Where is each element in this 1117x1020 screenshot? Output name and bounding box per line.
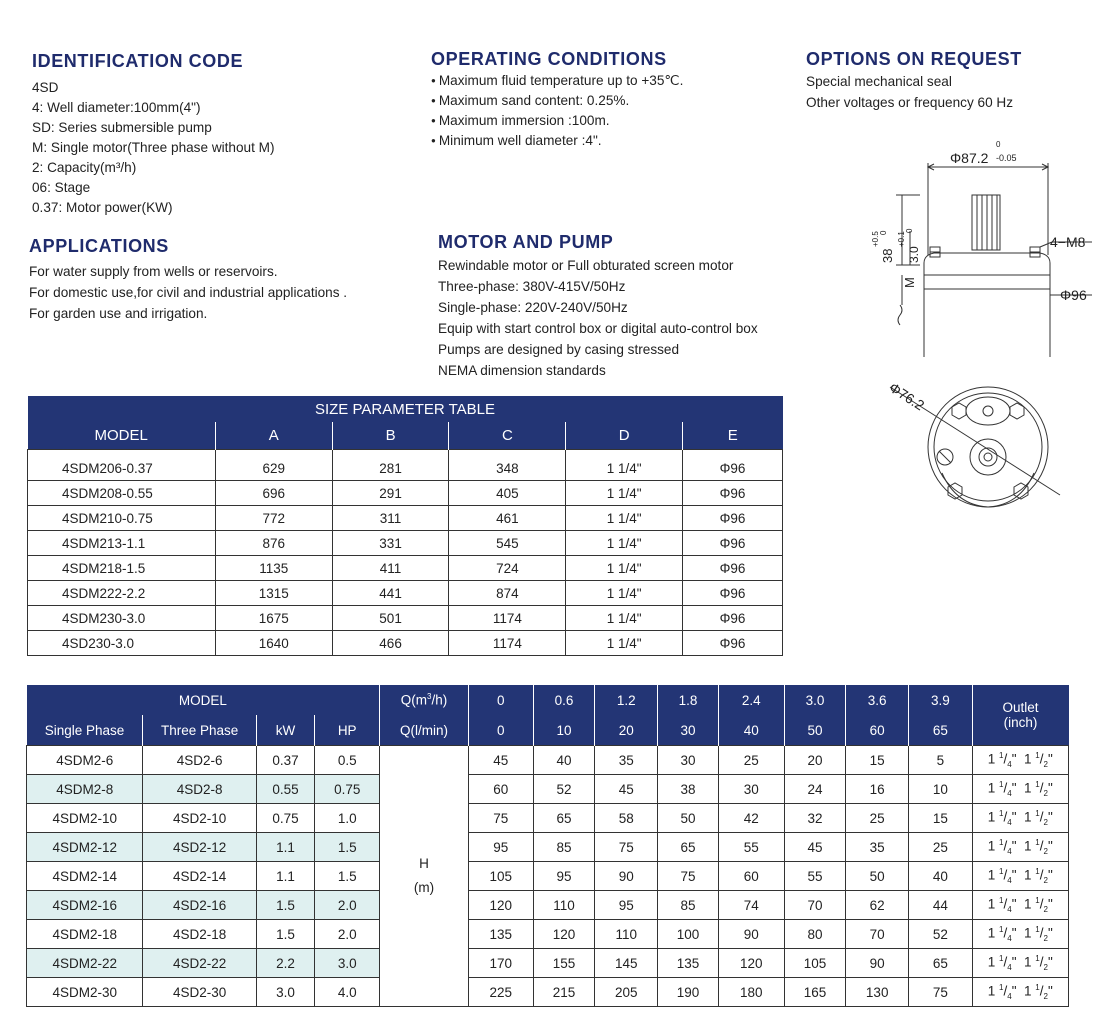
size-model-cell: 4SD230-3.0	[28, 631, 216, 656]
single-phase-model: 4SDM2-30	[27, 978, 143, 1007]
head-value: 110	[533, 891, 594, 920]
single-phase-model: 4SDM2-8	[27, 775, 143, 804]
size-value-cell: Φ96	[683, 581, 783, 606]
tol-3-label: +0.1	[897, 231, 906, 247]
perf-model-header: MODEL	[27, 685, 380, 715]
operating-line: ● Maximum sand content: 0.25%.	[431, 91, 683, 111]
head-value: 215	[533, 978, 594, 1007]
head-value: 40	[533, 746, 594, 775]
head-value: 15	[909, 804, 972, 833]
size-model-cell: 4SDM208-0.55	[28, 481, 216, 506]
options-line: Special mechanical seal	[806, 74, 952, 89]
q-m3h-value: 3.0	[784, 685, 845, 715]
head-value: 16	[846, 775, 909, 804]
head-value: 45	[784, 833, 845, 862]
kw-value: 1.5	[256, 920, 314, 949]
size-col-header: C	[449, 422, 566, 450]
size-value-cell: 1 1/4"	[566, 531, 683, 556]
head-value: 44	[909, 891, 972, 920]
motor-pump-line: Rewindable motor or Full obturated screen motor	[438, 258, 734, 273]
three-phase-model: 4SD2-6	[143, 746, 256, 775]
size-col-header: D	[566, 422, 683, 450]
perf-table-row	[27, 978, 1069, 1007]
bolt-m8-label: 4−M8	[1050, 234, 1086, 250]
outlet-value: 1 $^1/_4$" 1 $^1/_2$"	[972, 775, 1068, 804]
hp-value: 4.0	[315, 978, 380, 1007]
hp-value: 0.75	[315, 775, 380, 804]
three-phase-model: 4SD2-18	[143, 920, 256, 949]
head-value: 90	[595, 862, 658, 891]
size-value-cell: Φ96	[683, 481, 783, 506]
head-value: 75	[909, 978, 972, 1007]
single-phase-model: 4SDM2-16	[27, 891, 143, 920]
applications-lines	[29, 261, 347, 324]
applications-line: For water supply from wells or reservoirs.	[29, 264, 278, 279]
options-section	[806, 49, 1022, 113]
size-value-cell: 1174	[449, 631, 566, 656]
q-lmin-value: 40	[718, 715, 784, 746]
three-phase-model: 4SD2-16	[143, 891, 256, 920]
single-phase-model: 4SDM2-22	[27, 949, 143, 978]
head-value: 58	[595, 804, 658, 833]
kw-value: 1.5	[256, 891, 314, 920]
outlet-value: 1 $^1/_4$" 1 $^1/_2$"	[972, 804, 1068, 833]
options-line: Other voltages or frequency 60 Hz	[806, 95, 1014, 110]
head-value: 35	[595, 746, 658, 775]
head-value: 80	[784, 920, 845, 949]
size-table-row	[28, 481, 783, 506]
three-phase-model: 4SD2-22	[143, 949, 256, 978]
head-value: 120	[718, 949, 784, 978]
hp-value: 0.5	[315, 746, 380, 775]
q-lmin-value: 10	[533, 715, 594, 746]
identification-line: 2: Capacity(m³/h)	[32, 160, 137, 175]
size-table-row	[28, 556, 783, 581]
size-value-cell: 1 1/4"	[566, 606, 683, 631]
size-col-header: MODEL	[28, 422, 216, 450]
head-value: 55	[784, 862, 845, 891]
motor-pump-line: NEMA dimension standards	[438, 363, 606, 378]
single-phase-model: 4SDM2-10	[27, 804, 143, 833]
head-value: 70	[784, 891, 845, 920]
head-value: 100	[658, 920, 718, 949]
head-value: 65	[533, 804, 594, 833]
size-value-cell: 1675	[215, 606, 332, 631]
head-value: 52	[909, 920, 972, 949]
applications-line: For garden use and irrigation.	[29, 306, 208, 321]
head-value: 75	[595, 833, 658, 862]
operating-lines	[431, 71, 683, 151]
three-phase-model: 4SD2-12	[143, 833, 256, 862]
head-value: 10	[909, 775, 972, 804]
kw-value: 0.75	[256, 804, 314, 833]
head-unit-cell	[380, 746, 468, 1007]
size-value-cell: 441	[332, 581, 449, 606]
identification-line: SD: Series submersible pump	[32, 120, 212, 135]
three-phase-model: 4SD2-10	[143, 804, 256, 833]
head-value: 225	[468, 978, 533, 1007]
head-value: 45	[595, 775, 658, 804]
size-model-cell: 4SDM210-0.75	[28, 506, 216, 531]
applications-section	[29, 236, 347, 324]
size-table-row	[28, 606, 783, 631]
head-value: 165	[784, 978, 845, 1007]
operating-title: OPERATING CONDITIONS	[431, 49, 667, 69]
operating-line: ● Maximum immersion :100m.	[431, 111, 683, 131]
three-phase-model: 4SD2-14	[143, 862, 256, 891]
perf-sub-header: HP	[315, 715, 380, 746]
kw-value: 1.1	[256, 833, 314, 862]
q-m3h-value: 2.4	[718, 685, 784, 715]
size-table-row	[28, 581, 783, 606]
head-label: H	[419, 856, 429, 871]
size-value-cell: 501	[332, 606, 449, 631]
identification-section	[32, 51, 275, 218]
head-value: 60	[718, 862, 784, 891]
size-value-cell: 1174	[449, 606, 566, 631]
identification-title: IDENTIFICATION CODE	[32, 51, 244, 71]
q-lmin-value: 50	[784, 715, 845, 746]
size-col-header: A	[215, 422, 332, 450]
head-value: 135	[658, 949, 718, 978]
size-value-cell: 411	[332, 556, 449, 581]
head-value: 90	[846, 949, 909, 978]
size-value-cell: 1315	[215, 581, 332, 606]
size-col-header: E	[683, 422, 783, 450]
head-value: 135	[468, 920, 533, 949]
size-table-row	[28, 450, 783, 481]
size-model-cell: 4SDM218-1.5	[28, 556, 216, 581]
perf-table-row	[27, 891, 1069, 920]
head-value: 95	[595, 891, 658, 920]
head-value: 70	[846, 920, 909, 949]
q-m3h-value: 3.6	[846, 685, 909, 715]
size-value-cell: 629	[215, 450, 332, 481]
perf-table-row	[27, 920, 1069, 949]
size-col-header: B	[332, 422, 449, 450]
head-value: 120	[468, 891, 533, 920]
motor-pump-line: Three-phase: 380V-415V/50Hz	[438, 279, 626, 294]
head-value: 15	[846, 746, 909, 775]
head-value: 105	[468, 862, 533, 891]
q-m3h-value: 3.9	[909, 685, 972, 715]
perf-table-row	[27, 804, 1069, 833]
head-value: 74	[718, 891, 784, 920]
diameter-96-label: Φ96	[1060, 287, 1087, 303]
outlet-header	[972, 685, 1068, 746]
size-table-title: SIZE PARAMETER TABLE	[28, 396, 783, 422]
size-value-cell: 291	[332, 481, 449, 506]
size-model-cell: 4SDM222-2.2	[28, 581, 216, 606]
performance-table	[26, 685, 1069, 1007]
q-m3h-value: 0.6	[533, 685, 594, 715]
head-value: 55	[718, 833, 784, 862]
q-m3h-value: 1.2	[595, 685, 658, 715]
size-value-cell: 696	[215, 481, 332, 506]
head-value: 85	[533, 833, 594, 862]
head-value: 190	[658, 978, 718, 1007]
identification-line: M: Single motor(Three phase without M)	[32, 140, 275, 155]
size-value-cell: 724	[449, 556, 566, 581]
head-value: 30	[658, 746, 718, 775]
size-parameter-table	[27, 396, 783, 656]
size-value-cell: Φ96	[683, 556, 783, 581]
single-phase-model: 4SDM2-18	[27, 920, 143, 949]
size-value-cell: 1 1/4"	[566, 481, 683, 506]
head-value: 75	[658, 862, 718, 891]
size-value-cell: 348	[449, 450, 566, 481]
head-value: 110	[595, 920, 658, 949]
hp-value: 3.0	[315, 949, 380, 978]
single-phase-model: 4SDM2-6	[27, 746, 143, 775]
operating-section	[431, 49, 683, 151]
head-value: 20	[784, 746, 845, 775]
three-phase-model: 4SD2-8	[143, 775, 256, 804]
identification-line: 06: Stage	[32, 180, 91, 195]
motor-pump-line: Pumps are designed by casing stressed	[438, 342, 680, 357]
outlet-value: 1 $^1/_4$" 1 $^1/_2$"	[972, 949, 1068, 978]
head-value: 60	[468, 775, 533, 804]
q-m3h-value: 1.8	[658, 685, 718, 715]
perf-sub-header: Three Phase	[143, 715, 256, 746]
tol-top-label: 0	[996, 140, 1001, 149]
motor-pump-lines	[438, 255, 758, 381]
outlet-value: 1 $^1/_4$" 1 $^1/_2$"	[972, 978, 1068, 1007]
head-unit: (m)	[413, 880, 435, 895]
head-value: 85	[658, 891, 718, 920]
size-value-cell: 1640	[215, 631, 332, 656]
q-lmin-value: 60	[846, 715, 909, 746]
head-value: 170	[468, 949, 533, 978]
q-lmin-value: 20	[595, 715, 658, 746]
head-value: 24	[784, 775, 845, 804]
size-value-cell: 1 1/4"	[566, 581, 683, 606]
head-value: 75	[468, 804, 533, 833]
size-table-row	[28, 531, 783, 556]
size-value-cell: 1 1/4"	[566, 506, 683, 531]
size-value-cell: Φ96	[683, 606, 783, 631]
head-value: 25	[718, 746, 784, 775]
tol-38-label: +0.5	[871, 231, 880, 247]
size-value-cell: 1135	[215, 556, 332, 581]
kw-value: 0.55	[256, 775, 314, 804]
head-value: 90	[718, 920, 784, 949]
kw-value: 3.0	[256, 978, 314, 1007]
q-lmin-value: 30	[658, 715, 718, 746]
single-phase-model: 4SDM2-14	[27, 862, 143, 891]
size-value-cell: Φ96	[683, 450, 783, 481]
head-value: 62	[846, 891, 909, 920]
q-lmin-value: 0	[468, 715, 533, 746]
head-value: 52	[533, 775, 594, 804]
size-value-cell: 772	[215, 506, 332, 531]
size-value-cell: 281	[332, 450, 449, 481]
tol-3b-label: 0	[905, 228, 914, 233]
head-value: 32	[784, 804, 845, 833]
head-value: 180	[718, 978, 784, 1007]
q-lmin-value: 65	[909, 715, 972, 746]
diameter-87-label: Φ87.2	[950, 150, 989, 166]
size-value-cell: Φ96	[683, 531, 783, 556]
outlet-value: 1 $^1/_4$" 1 $^1/_2$"	[972, 920, 1068, 949]
head-value: 145	[595, 949, 658, 978]
head-value: 205	[595, 978, 658, 1007]
hp-value: 1.5	[315, 862, 380, 891]
identification-line: 4SD	[32, 80, 59, 95]
identification-lines	[32, 78, 275, 218]
outlet-value: 1 $^1/_4$" 1 $^1/_2$"	[972, 891, 1068, 920]
tol-bot-label: -0.05	[996, 153, 1017, 163]
size-table-header-row	[28, 422, 783, 450]
head-value: 95	[533, 862, 594, 891]
perf-table-row	[27, 775, 1069, 804]
head-value: 5	[909, 746, 972, 775]
kw-value: 2.2	[256, 949, 314, 978]
perf-table-row	[27, 862, 1069, 891]
applications-line: For domestic use,for civil and industrial applications .	[29, 285, 348, 300]
perf-sub-header: Single Phase	[27, 715, 143, 746]
perf-table-row	[27, 746, 1069, 775]
motor-drawing	[860, 135, 1100, 510]
q-lmin-header: Q(l/min)	[380, 715, 468, 746]
diameter-76-label: Φ76.2	[886, 379, 928, 414]
size-value-cell: 874	[449, 581, 566, 606]
head-value: 65	[909, 949, 972, 978]
head-value: 120	[533, 920, 594, 949]
operating-line: ● Maximum fluid temperature up to +35℃.	[431, 71, 683, 91]
outlet-unit: (inch)	[1003, 715, 1038, 730]
size-value-cell: 461	[449, 506, 566, 531]
size-value-cell: 1 1/4"	[566, 450, 683, 481]
size-table-row	[28, 506, 783, 531]
identification-line: 0.37: Motor power(KW)	[32, 200, 173, 215]
perf-table-row	[27, 949, 1069, 978]
size-table-row	[28, 631, 783, 656]
head-value: 105	[784, 949, 845, 978]
size-value-cell: Φ96	[683, 506, 783, 531]
size-value-cell: 405	[449, 481, 566, 506]
head-value: 45	[468, 746, 533, 775]
three-phase-model: 4SD2-30	[143, 978, 256, 1007]
motor-pump-line: Single-phase: 220V-240V/50Hz	[438, 300, 628, 315]
head-value: 50	[658, 804, 718, 833]
outlet-value: 1 $^1/_4$" 1 $^1/_2$"	[972, 833, 1068, 862]
outlet-value: 1 $^1/_4$" 1 $^1/_2$"	[972, 862, 1068, 891]
size-value-cell: 1 1/4"	[566, 631, 683, 656]
hp-value: 1.0	[315, 804, 380, 833]
motor-pump-line: Equip with start control box or digital auto-control box	[438, 321, 758, 336]
head-value: 130	[846, 978, 909, 1007]
applications-title: APPLICATIONS	[29, 236, 169, 256]
size-value-cell: 1 1/4"	[566, 556, 683, 581]
q-m3h-value: 0	[468, 685, 533, 715]
head-value: 95	[468, 833, 533, 862]
perf-table-row	[27, 833, 1069, 862]
size-model-cell: 4SDM206-0.37	[28, 450, 216, 481]
head-value: 35	[846, 833, 909, 862]
size-value-cell: Φ96	[683, 631, 783, 656]
head-value: 65	[658, 833, 718, 862]
operating-line: ● Minimum well diameter :4".	[431, 131, 683, 151]
hp-value: 2.0	[315, 891, 380, 920]
outlet-value: 1 $^1/_4$" 1 $^1/_2$"	[972, 746, 1068, 775]
perf-sub-header: kW	[256, 715, 314, 746]
size-value-cell: 545	[449, 531, 566, 556]
size-model-cell: 4SDM213-1.1	[28, 531, 216, 556]
motor-pump-section	[438, 232, 758, 381]
kw-value: 0.37	[256, 746, 314, 775]
head-value: 40	[909, 862, 972, 891]
options-title: OPTIONS ON REQUEST	[806, 49, 1022, 69]
size-value-cell: 466	[332, 631, 449, 656]
identification-line: 4: Well diameter:100mm(4")	[32, 100, 201, 115]
dim-m-label: M	[902, 277, 917, 288]
head-value: 25	[846, 804, 909, 833]
head-value: 25	[909, 833, 972, 862]
size-value-cell: 311	[332, 506, 449, 531]
size-value-cell: 331	[332, 531, 449, 556]
tol-38b-label: 0	[879, 230, 888, 235]
dim-3-label: 3.0	[907, 246, 921, 263]
size-model-cell: 4SDM230-3.0	[28, 606, 216, 631]
head-value: 38	[658, 775, 718, 804]
single-phase-model: 4SDM2-12	[27, 833, 143, 862]
head-value: 30	[718, 775, 784, 804]
dim-38-label: 38	[880, 248, 895, 263]
options-lines	[806, 71, 1022, 113]
head-value: 155	[533, 949, 594, 978]
hp-value: 2.0	[315, 920, 380, 949]
motor-pump-title: MOTOR AND PUMP	[438, 232, 614, 252]
q-m3h-header: $Q(m^3/h)$	[380, 685, 468, 715]
kw-value: 1.1	[256, 862, 314, 891]
hp-value: 1.5	[315, 833, 380, 862]
head-value: 50	[846, 862, 909, 891]
outlet-label: Outlet	[1002, 700, 1039, 715]
head-value: 42	[718, 804, 784, 833]
size-value-cell: 876	[215, 531, 332, 556]
